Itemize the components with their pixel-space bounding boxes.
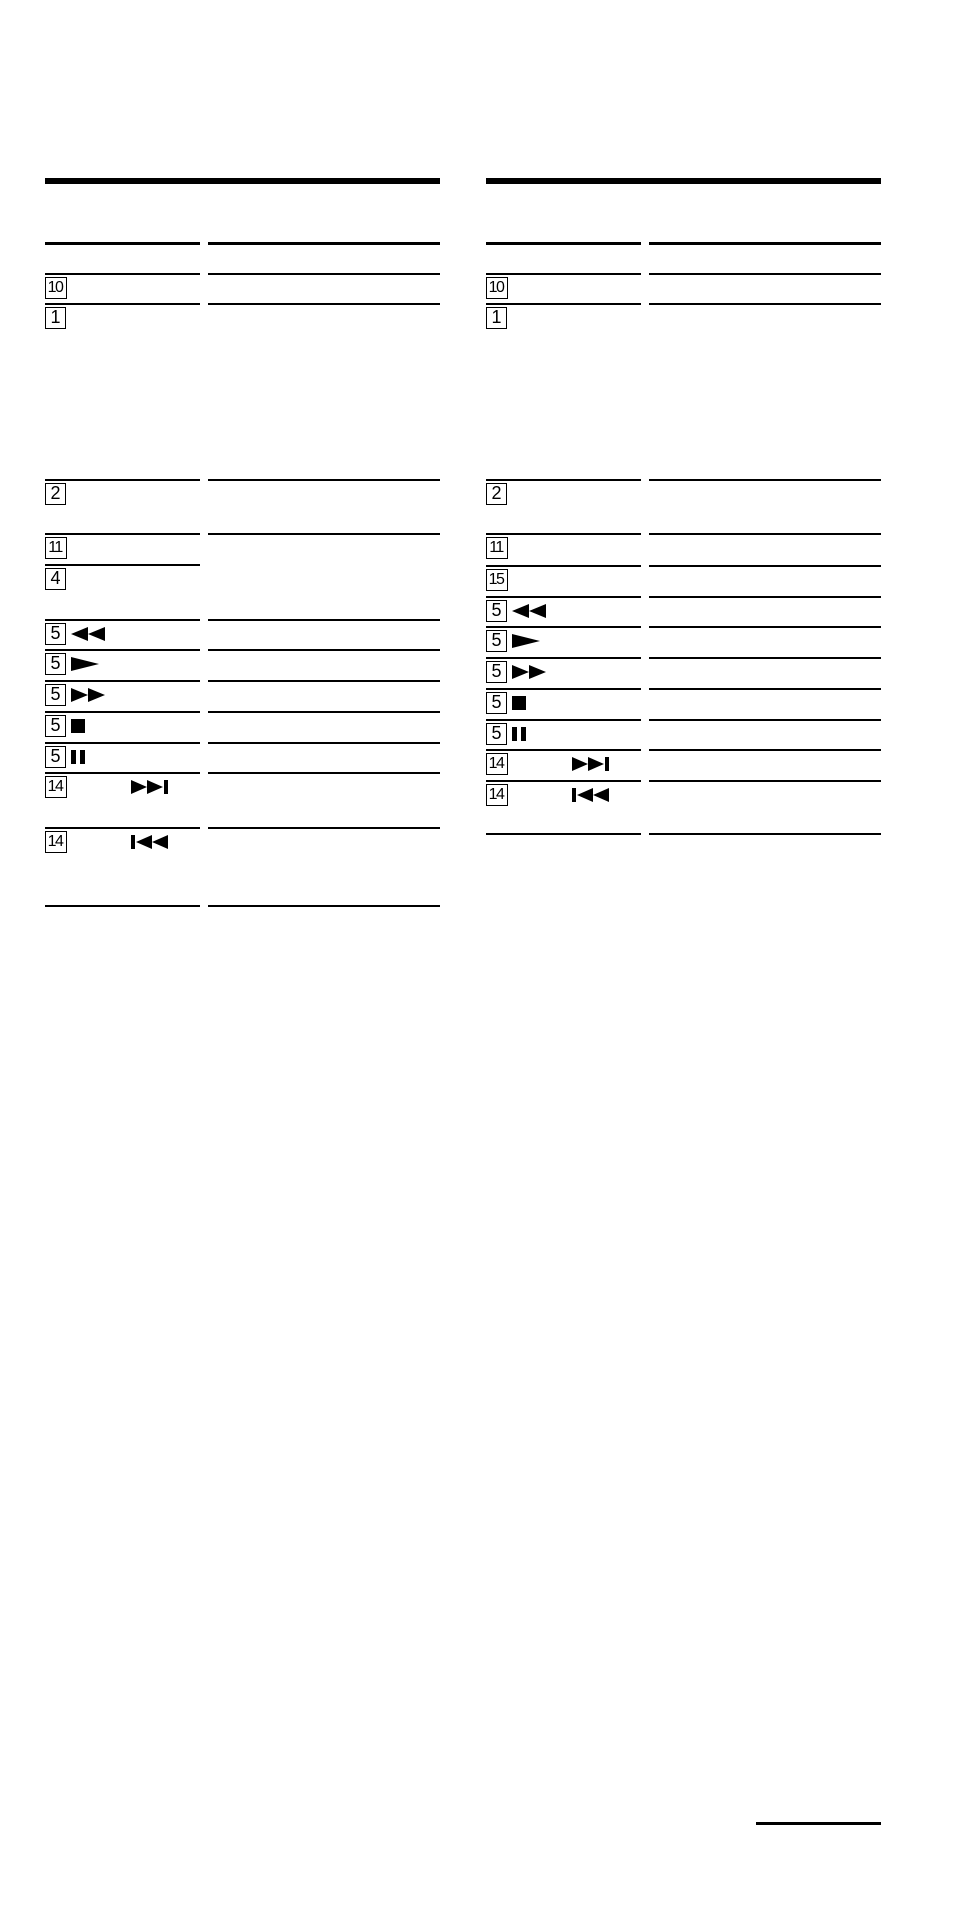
table-row <box>45 684 105 706</box>
reference-number-box: 2 <box>45 483 66 505</box>
reference-number-box: 14 <box>45 831 67 853</box>
left-table <box>45 0 440 1905</box>
skip-next-icon <box>131 776 169 798</box>
table-row <box>45 831 169 853</box>
row-separator <box>486 719 641 721</box>
reference-number-box: 15 <box>486 569 508 591</box>
row-separator <box>208 827 440 829</box>
right-table <box>486 0 881 1905</box>
play-icon <box>512 630 540 652</box>
row-separator <box>649 479 881 481</box>
row-separator <box>45 827 200 829</box>
table-row <box>486 784 610 806</box>
table-row <box>45 537 67 559</box>
stop-icon <box>512 692 526 714</box>
row-separator <box>208 649 440 651</box>
reference-number-box: 5 <box>45 715 66 737</box>
row-separator <box>649 626 881 628</box>
reference-number-box: 5 <box>45 746 66 768</box>
section-top-rule <box>486 178 881 184</box>
pause-icon <box>71 746 86 768</box>
row-separator <box>45 533 200 535</box>
table-end-line <box>45 905 200 907</box>
row-separator <box>45 680 200 682</box>
skip-next-icon <box>572 753 610 775</box>
rewind-icon <box>512 600 546 622</box>
row-separator <box>208 479 440 481</box>
reference-number-box: 1 <box>45 307 66 329</box>
row-separator <box>486 596 641 598</box>
row-separator <box>486 273 641 275</box>
row-separator <box>486 303 641 305</box>
table-end-line <box>649 833 881 835</box>
table-row <box>45 307 66 329</box>
reference-number-box: 2 <box>486 483 507 505</box>
reference-number-box: 5 <box>486 723 507 745</box>
table-row <box>486 661 546 683</box>
header-line-col2 <box>649 242 881 245</box>
row-separator <box>45 619 200 621</box>
skip-previous-icon <box>572 784 610 806</box>
row-separator <box>649 749 881 751</box>
stop-icon <box>71 715 85 737</box>
table-row <box>486 277 508 299</box>
row-separator <box>45 772 200 774</box>
table-end-line <box>486 833 641 835</box>
reference-number-box: 14 <box>45 776 67 798</box>
row-separator <box>486 688 641 690</box>
row-separator <box>649 273 881 275</box>
row-separator <box>45 564 200 566</box>
table-row <box>45 483 66 505</box>
row-separator <box>649 565 881 567</box>
row-separator <box>45 303 200 305</box>
row-separator <box>649 596 881 598</box>
reference-number-box: 14 <box>486 753 508 775</box>
row-separator <box>486 780 641 782</box>
play-icon <box>71 653 99 675</box>
row-separator <box>649 303 881 305</box>
table-row <box>486 600 546 622</box>
reference-number-box: 5 <box>486 661 507 683</box>
table-row <box>486 630 540 652</box>
header-line-col1 <box>45 242 200 245</box>
row-separator <box>486 565 641 567</box>
row-separator <box>208 772 440 774</box>
row-separator <box>649 780 881 782</box>
table-end-line <box>208 905 440 907</box>
row-separator <box>208 742 440 744</box>
header-line-col1 <box>486 242 641 245</box>
row-separator <box>486 533 641 535</box>
row-separator <box>45 742 200 744</box>
table-row <box>45 623 105 645</box>
footer-rule <box>756 1822 881 1825</box>
reference-number-box: 1 <box>486 307 507 329</box>
table-row <box>486 483 507 505</box>
reference-number-box: 4 <box>45 568 66 590</box>
reference-number-box: 5 <box>486 600 507 622</box>
reference-number-box: 5 <box>45 684 66 706</box>
row-separator <box>649 688 881 690</box>
reference-number-box: 5 <box>45 623 66 645</box>
reference-number-box: 5 <box>486 630 507 652</box>
header-line-col2 <box>208 242 440 245</box>
row-separator <box>45 711 200 713</box>
table-row <box>45 776 169 798</box>
table-row <box>486 723 527 745</box>
table-row <box>45 746 86 768</box>
row-separator <box>208 273 440 275</box>
row-separator <box>649 719 881 721</box>
reference-number-box: 14 <box>486 784 508 806</box>
reference-number-box: 11 <box>45 537 67 559</box>
table-row <box>486 569 508 591</box>
row-separator <box>486 479 641 481</box>
row-separator <box>208 303 440 305</box>
row-separator <box>45 479 200 481</box>
row-separator <box>486 749 641 751</box>
fast-forward-icon <box>512 661 546 683</box>
row-separator <box>486 657 641 659</box>
row-separator <box>45 273 200 275</box>
table-row <box>45 568 66 590</box>
table-row <box>486 692 526 714</box>
table-row <box>486 753 610 775</box>
reference-number-box: 10 <box>45 277 67 299</box>
pause-icon <box>512 723 527 745</box>
row-separator <box>45 649 200 651</box>
row-separator <box>649 657 881 659</box>
row-separator <box>486 626 641 628</box>
row-separator <box>208 680 440 682</box>
table-row <box>486 537 508 559</box>
reference-number-box: 5 <box>45 653 66 675</box>
table-row <box>45 653 99 675</box>
row-separator <box>208 619 440 621</box>
reference-number-box: 11 <box>486 537 508 559</box>
table-row <box>45 277 67 299</box>
table-row <box>486 307 507 329</box>
section-top-rule <box>45 178 440 184</box>
rewind-icon <box>71 623 105 645</box>
skip-previous-icon <box>131 831 169 853</box>
row-separator <box>649 533 881 535</box>
reference-number-box: 10 <box>486 277 508 299</box>
reference-number-box: 5 <box>486 692 507 714</box>
fast-forward-icon <box>71 684 105 706</box>
table-row <box>45 715 85 737</box>
row-separator <box>208 533 440 535</box>
row-separator <box>208 711 440 713</box>
